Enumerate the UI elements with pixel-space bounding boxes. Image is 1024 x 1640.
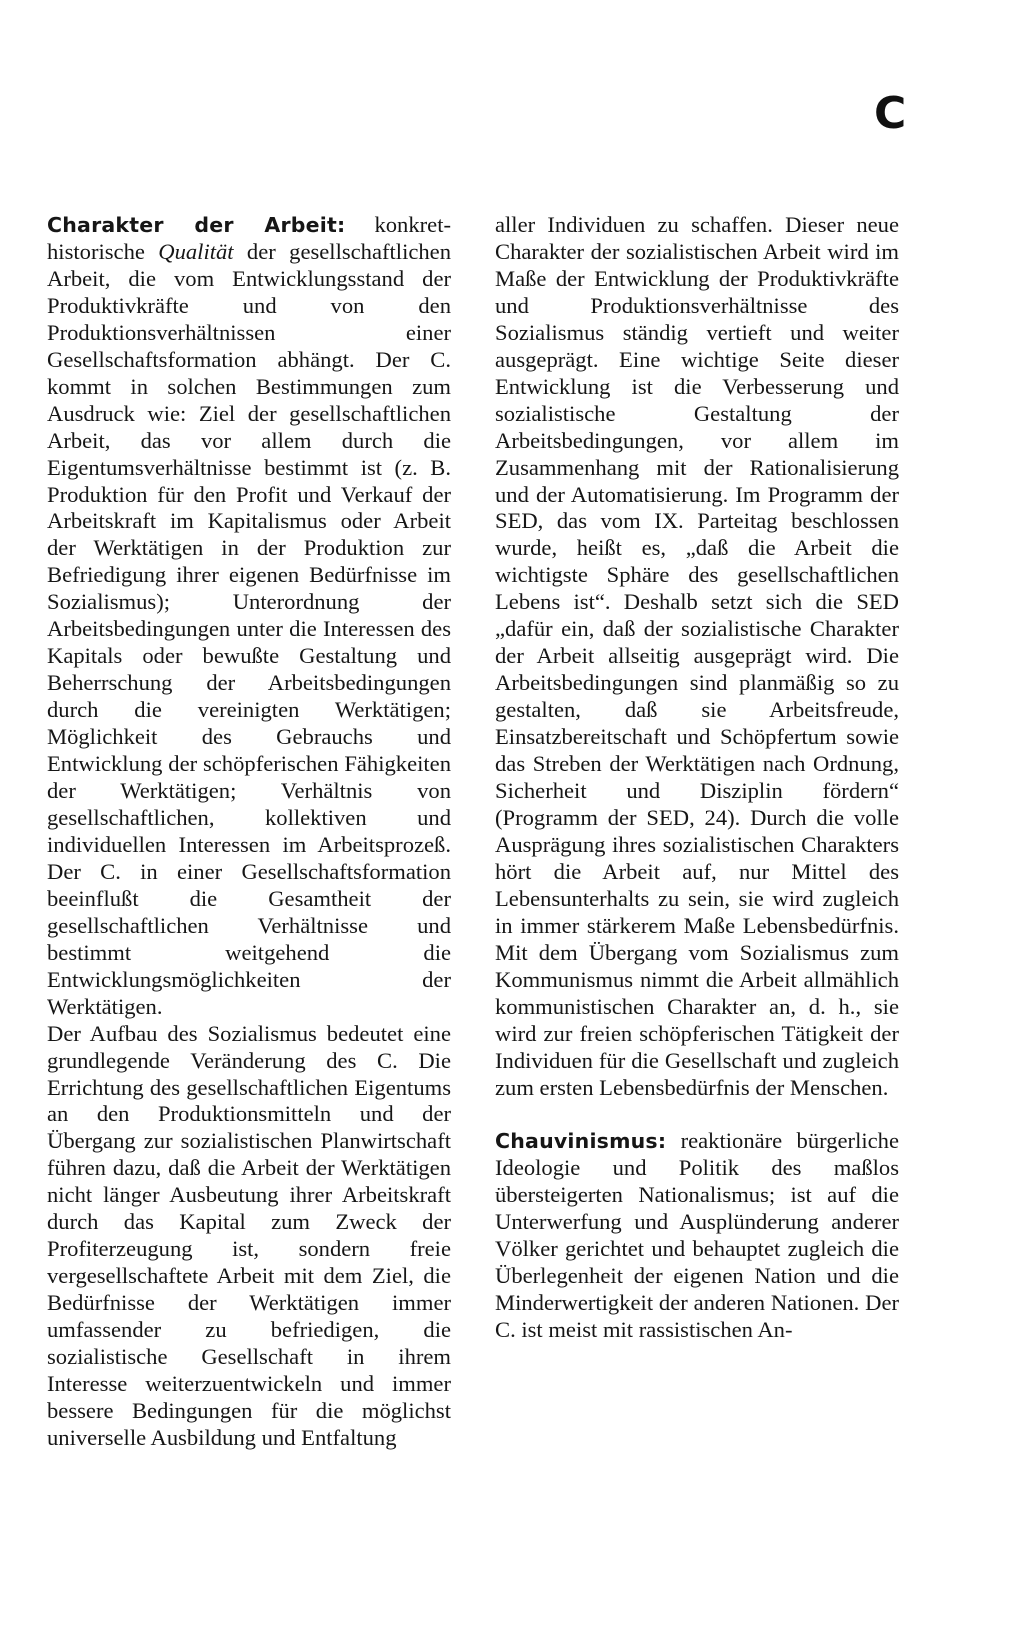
right-column xyxy=(495,212,899,1344)
entry-charakter-paragraph-2: Der Aufbau des Sozialismus bedeutet eine grundlegende Veränderung des C. Die Errichtung des gesellschaftlichen Eigentums an den Produktionsmitteln und der Übergang zur sozialistischen Planwirtschaft führen dazu, daß die Arbeit der Werktätigen nicht länger Ausbeutung ihrer Arbeitskraft durch das Kapital zum Zweck der Profiterzeugung ist, sondern freie vergesellschaftete Arbeit mit dem Ziel, die Bedürfnisse der Werktätigen immer umfassender zu befriedigen, die sozialistische Gesellschaft in ihrem Interesse weiterzuentwickeln und immer bessere Bedingungen für die möglichst universelle Ausbildung und Entfaltung xyxy=(47,1020,451,1450)
left-column xyxy=(47,212,451,1452)
entry-charakter-paragraph-1 xyxy=(47,212,451,1021)
section-letter: C xyxy=(874,88,907,139)
entry-text: konkret-historische xyxy=(47,212,451,264)
italic-term-qualitaet: Qualität xyxy=(158,238,234,264)
entry-charakter-continuation: aller Individuen zu schaffen. Dieser neue Charakter der sozialistischen Arbeit wird im Maße der Entwicklung der Produktivkräfte und Produktionsverhältnisse des Sozialismus ständig vertieft und weiter ausgeprägt. Eine wichtige Seite dieser Entwicklung ist die Verbesserung und sozialistische Gestaltung der Arbeitsbedingungen, vor allem im Zusammenhang mit der Rationalisierung und der Automatisierung. Im Programm der SED, das vom IX. Parteitag beschlossen wurde, heißt es, „daß die Arbeit die wichtigste Sphäre des gesellschaftlichen Lebens ist“. Deshalb setzt sich die SED „dafür ein, daß der sozialistische Charakter der Arbeit allseitig ausgeprägt wird. Die Arbeitsbedingungen sind planmäßig so zu gestalten, daß sie Arbeitsfreude, Einsatzbereitschaft und Schöpfertum sowie das Streben der Werktätigen nach Ordnung, Sicherheit und Disziplin fördern“ (Programm der SED, 24). Durch die volle Ausprägung ihres sozialistischen Charakters hört die Arbeit auf, nur Mittel des Lebensunterhalts zu sein, sie wird zugleich in immer stärkerem Maße Lebensbedürfnis. Mit dem Übergang vom Sozialismus zum Kommunismus nimmt die Arbeit allmählich kommunistischen Charakter an, d. h., sie wird zur freien schöpferischen Tätigkeit der Individuen für die Gesellschaft und zugleich zum ersten Lebensbedürfnis der Menschen. xyxy=(495,212,899,1100)
headword-chauvinismus: Chauvinismus: xyxy=(495,1129,667,1154)
headword-charakter-der-arbeit: Charakter der Arbeit: xyxy=(47,213,346,237)
entry-chauvinismus xyxy=(495,1128,899,1344)
entry-text: der gesellschaftlichen Arbeit, die vom Entwicklungsstand der Produktivkräfte und von den Produktionsverhältnissen einer Gesellschaftsformation abhängt. Der C. kommt in solchen Bestimmungen zum Ausdruck wie: Ziel der gesellschaftlichen Arbeit, das vor allem durch die Eigentumsverhältnisse bestimmt ist (z. B. Produktion für den Profit und Verkauf der Arbeitskraft im Kapitalismus oder Arbeit der Werktätigen in der Produktion zur Befriedigung ihrer eigenen Bedürfnisse im Sozialismus); Unterordnung der Arbeitsbedingungen unter die Interessen des Kapitals oder bewußte Gestaltung und Beherrschung der Arbeitsbedingungen durch die vereinigten Werktätigen; Möglichkeit des Gebrauchs und Entwicklung der schöpferischen Fähigkeiten der Werktätigen; Verhältnis von gesellschaftlichen, kollektiven und individuellen Interessen im Arbeitsprozeß. Der C. in einer Gesellschaftsformation beeinflußt die Gesamtheit der gesellschaftlichen Verhältnisse und bestimmt weitgehend die Entwicklungsmöglichkeiten der Werktätigen. xyxy=(47,238,451,1019)
entry-text: reaktionäre bürgerliche Ideologie und Politik des maßlos übersteigerten Nationalismus; ist auf die Unterwerfung und Ausplünderung anderer Völker gerichtet und behauptet zugleich die Überlegenheit der eigenen Nation und die Minderwertigkeit der anderen Nationen. Der C. ist meist mit rassistischen An- xyxy=(495,1128,899,1343)
